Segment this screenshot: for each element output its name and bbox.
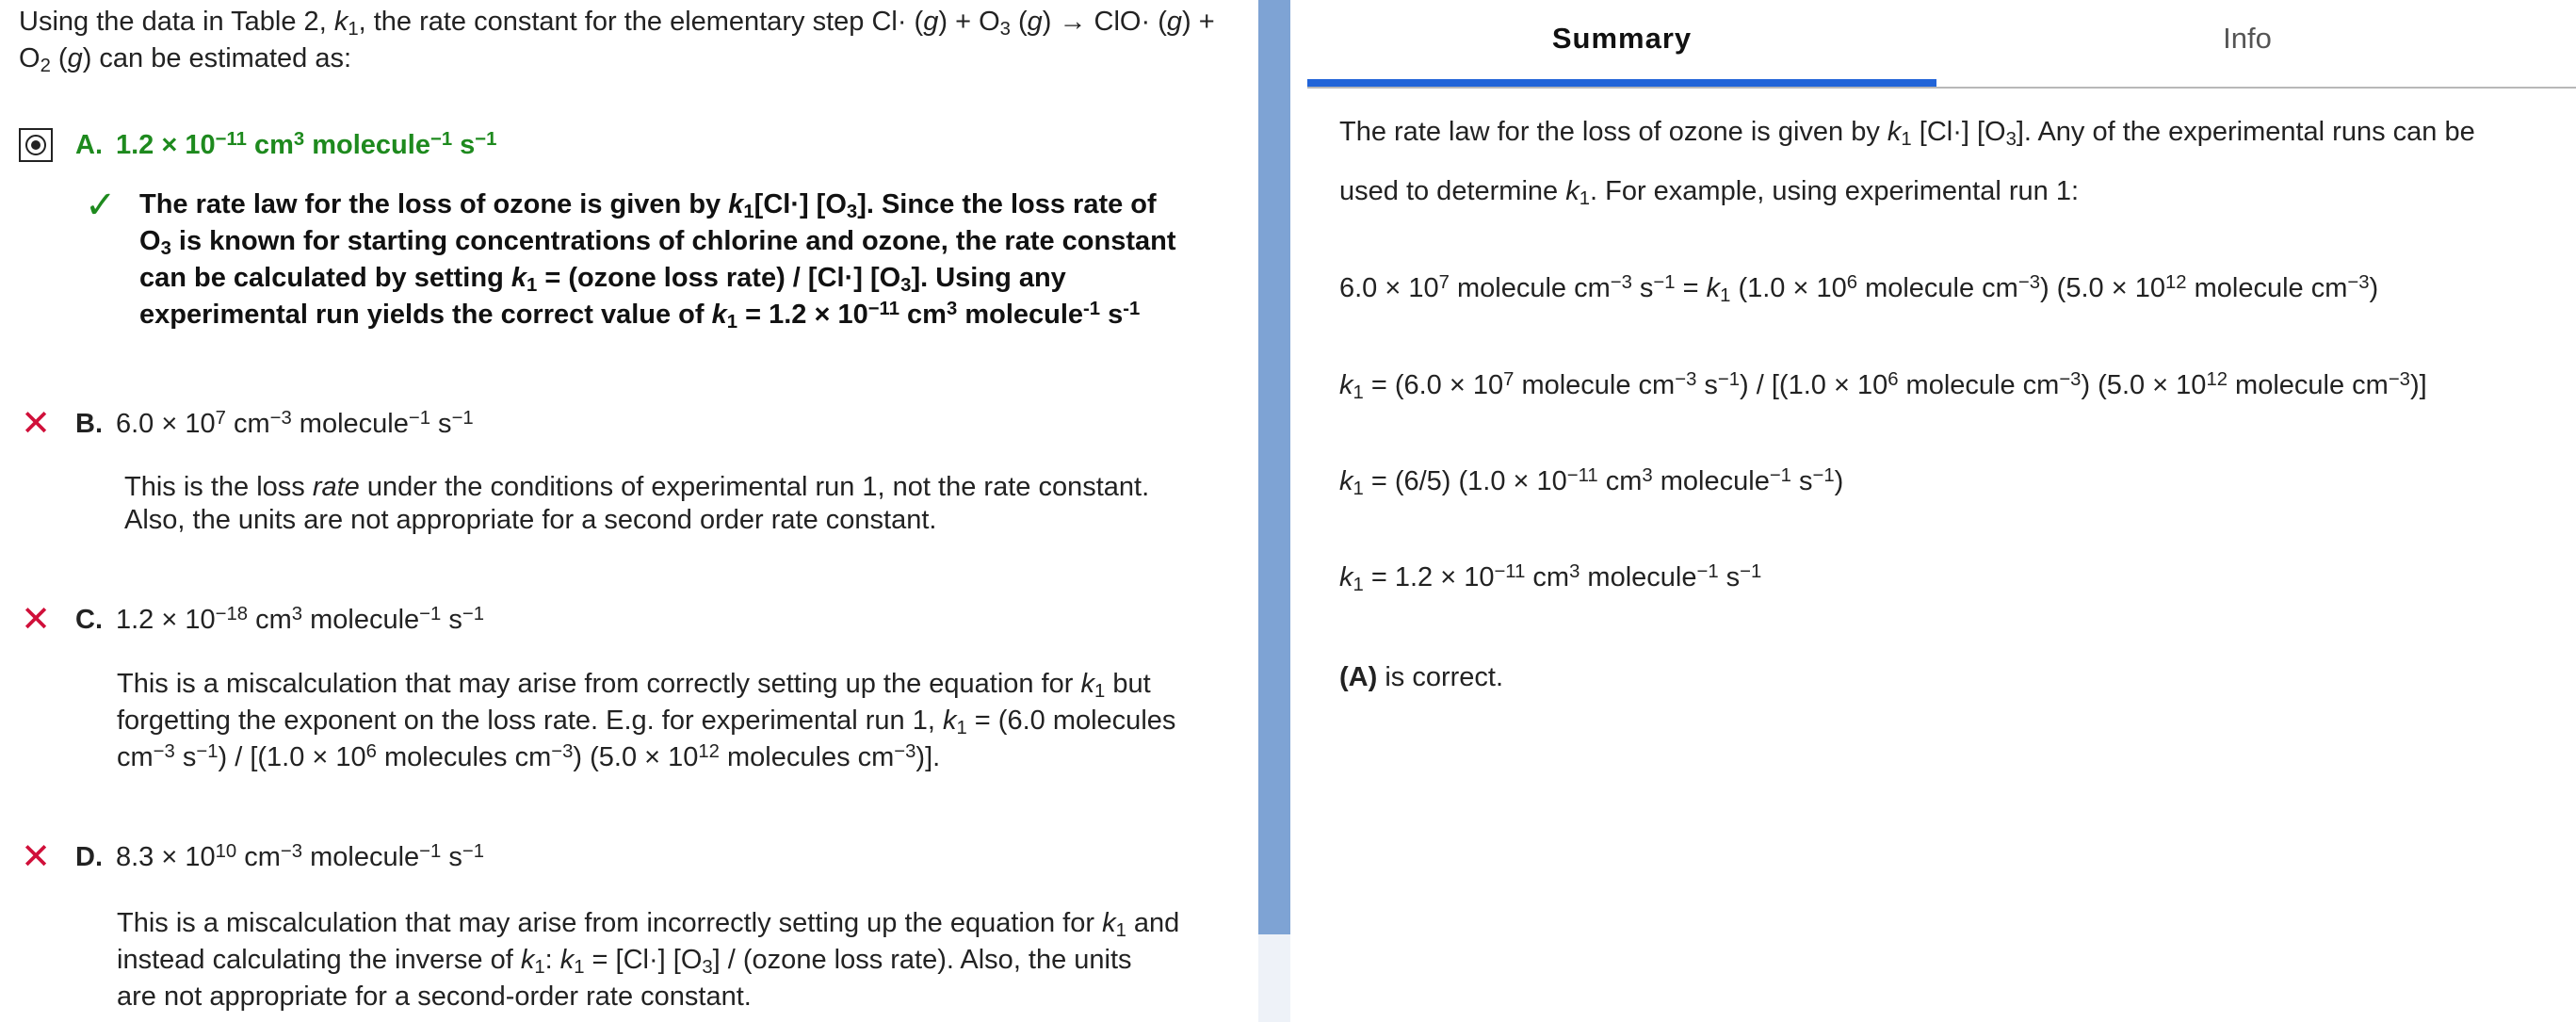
option-d[interactable]	[19, 838, 484, 876]
option-c-explanation: This is a miscalculation that may arise from correctly setting up the equation for $k_1$ but forgetting the exponent on the loss rate. E.g. for experimental run 1, $k_1 = (6.0$ molecules $cm^{-3}$ $s^{-1}) / [(1.0 \times 10^6$ molecules $cm^{-3}$) ($5.0 \times 10^{12}$ molecules $cm^{-3}$)].	[117, 669, 1176, 772]
radio-selected-icon[interactable]	[19, 128, 53, 162]
active-tab-indicator	[1307, 79, 1936, 87]
scrollbar[interactable]	[1258, 0, 1290, 1022]
option-d-value: $8.3 \times 10^{10}$ $cm^{-3}$ molecule$^{-1}$ $s^{-1}$	[116, 840, 484, 872]
option-c[interactable]	[19, 601, 484, 639]
option-b[interactable]	[19, 405, 474, 443]
tab-info[interactable]: Info	[2223, 22, 2272, 55]
option-c-value: $1.2 \times 10^{-18}$ $cm^3$ molecule$^{-1}$ $s^{-1}$	[116, 603, 484, 635]
option-a-value: $1.2 \times 10^{-11}$ $cm^3$ molecule$^{-1}$ $s^{-1}$	[116, 128, 497, 160]
option-b-value: $6.0 \times 10^7$ $cm^{-3}$ molecule$^{-1}$ $s^{-1}$	[116, 407, 474, 439]
summary-equation-4: $k_1 = 1.2 \times 10^{-11}$ $cm^3$ molecule$^{-1}$ $s^{-1}$	[1339, 560, 1762, 596]
question-text: Using the data in Table 2, $k_1$, the rate constant for the elementary step $Cl\cdot (g) + O_3$ $(g) \to ClO\cdot (g) + O_2$ (g) can be estimated as:	[19, 7, 1215, 77]
x-icon: ✕	[21, 600, 51, 640]
answer-panel	[0, 0, 1258, 1022]
option-a-letter: A.	[75, 130, 103, 160]
tab-summary[interactable]: Summary	[1551, 22, 1693, 55]
option-d-explanation: This is a miscalculation that may arise from incorrectly setting up the equation for $k_1$ and instead calculating the inverse of $k_1$: $k_1 = [Cl\cdot]$ $[O_3]$ / (ozone loss rate). Also, the units are not appropriate for a second-order rate constant.	[117, 908, 1180, 1012]
summary-equation-3: $k_1 = (6/5) (1.0 \times 10^{-11}$ $cm^3$ molecule$^{-1}$ $s^{-1}$)	[1339, 464, 1844, 500]
summary-line-1: The rate law for the loss of ozone is given by $k_1$ [Cl·] $[O_3]$. Any of the experimental runs can be	[1339, 117, 2475, 151]
x-icon: ✕	[21, 404, 51, 444]
option-b-explanation: This is the loss rate under the conditions of experimental run 1, not the rate constant. Also, the units are not appropriate for a second order rate constant.	[124, 472, 1150, 535]
option-a[interactable]	[19, 126, 496, 164]
option-a-explanation: The rate law for the loss of ozone is given by $k_1[Cl\cdot]$ $[O_3]$. Since the loss rate of $O_3$ is known for starting concentrations of chlorine and ozone, the rate constant can be calculated by setting $k_1$ = (ozone loss rate) / [Cl·] $[O_3]$. Using any experimental run yields the correct value of $k_1 = 1.2 \times 10^{-11}$ $cm^3$ molecule$^{-1}$ $s^{-1}$	[139, 189, 1176, 333]
check-icon: ✓	[85, 185, 117, 226]
x-icon: ✕	[21, 837, 51, 877]
option-d-letter: D.	[75, 842, 103, 872]
summary-line-2: used to determine $k_1$. For example, using experimental run 1:	[1339, 176, 2080, 210]
summary-equation-2: $k_1 = (6.0 \times 10^7$ molecule $cm^{-3}$ $s^{-1}) / [(1.0 \times 10^6$ molecule $cm^{-3}$) ($5.0 \times 10^{12}$ molecule $cm^{-3}$)]	[1339, 368, 2427, 404]
summary-equation-1: $6.0 \times 10^7$ molecule $cm^{-3}$ $s^{-1} = k_1$ ($1.0 \times 10^6$ molecule $cm^{-3}$) ($5.0 \times 10^{12}$ molecule $cm^{-3}$)	[1339, 271, 2379, 307]
tab-bar	[1307, 0, 2576, 89]
summary-conclusion: (A) is correct.	[1339, 662, 1504, 692]
scrollbar-thumb[interactable]	[1258, 0, 1290, 934]
summary-panel	[1290, 0, 2576, 1022]
option-b-letter: B.	[75, 409, 103, 439]
option-c-letter: C.	[75, 605, 103, 635]
